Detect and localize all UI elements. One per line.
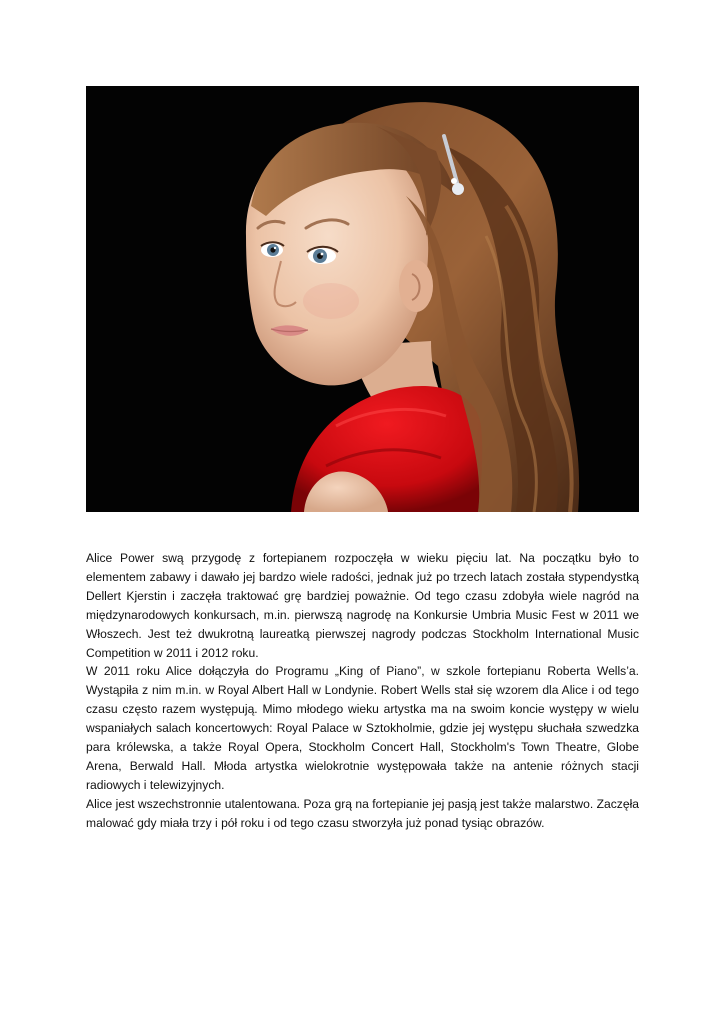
paragraph-king-of-piano: W 2011 roku Alice dołączyła do Programu „King of Piano”, w szkole fortepianu Roberta Wells’a. Wystąpiła z nim m.in. w Royal Albert Hall w Londynie. Robert Wells stał się wzorem dla Alice i od tego czasu często razem występują. Mimo młodego wieku artystka ma na swoim koncie występy w wielu wspaniałych salach koncertowych: Royal Palace w Sztokholmie, gdzie jej występu słuchała szwedzka para królewska, a także Royal Opera, Stockholm Concert Hall, Stockholm's Town Theatre, Globe Arena, Berwald Hall. Młoda artystka wielokrotnie występowała także na antenie różnych stacji radiowych i telewizyjnych. [86, 664, 639, 792]
portrait-photo [86, 86, 639, 512]
paragraph-painting: Alice jest wszechstronnie utalentowana. Poza grą na fortepianie jej pasją jest także malarstwo. Zaczęła malować gdy miała trzy i pół roku i od tego czasu stworzyła już ponad tysiąc obrazów. [86, 796, 639, 830]
paragraph-biography-intro: Alice Power swą przygodę z fortepianem rozpoczęła w wieku pięciu lat. Na początku było to elementem zabawy i dawało jej bardzo wiele radości, jednak już po trzech latach została stypendystką Dellert Kjerstin i zaczęła traktować grę bardziej poważnie. Od tego czasu zdobyła wiele nagród na międzynarodowych konkursach, m.in. pierwszą nagrodę na Konkursie Umbria Music Fest w 2011 we Włoszech. Jest też dwukrotną laureatką pierwszej nagrody podczas Stockholm International Music Competition w 2011 i 2012 roku. [86, 551, 639, 660]
article-body [86, 549, 639, 833]
portrait-illustration [86, 86, 639, 512]
